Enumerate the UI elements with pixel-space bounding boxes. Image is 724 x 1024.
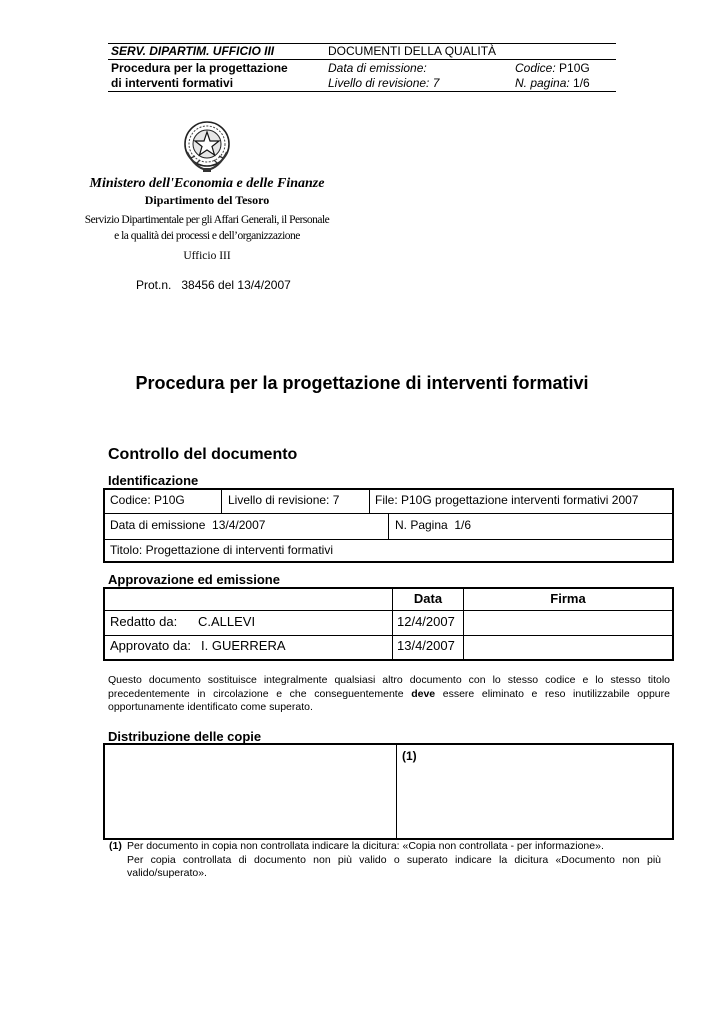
approval-date: 12/4/2007	[397, 614, 455, 629]
id-file: File: P10G progettazione interventi formativi 2007	[375, 493, 639, 507]
service-line-1: Servizio Dipartimentale per gli Affari Generali, il Personale	[84, 214, 330, 226]
code-label: Codice:	[515, 61, 556, 75]
approval-row-divider	[105, 610, 672, 611]
approval-row-divider	[105, 635, 672, 636]
approval-role: Redatto da:	[110, 614, 178, 629]
approval-person: I. GUERRERA	[201, 638, 286, 653]
approval-col-date: Data	[413, 591, 443, 606]
notice-text: essere eliminato e reso inutilizzabile oppure opportunamente identificato come superato.	[108, 687, 670, 713]
id-code: Codice: P10G	[110, 493, 185, 507]
page-field	[515, 76, 590, 91]
document-title: Procedura per la progettazione di interventi formativi	[135, 373, 589, 393]
revision-level-label: Livello di revisione: 7	[328, 76, 440, 90]
footnote-marker: (1)	[109, 840, 122, 852]
page-label: N. pagina:	[515, 76, 570, 90]
footnote-line-2: Per copia controllata di documento non più valido o superato indicare la dicitura «Documento non più valido/superato».	[127, 853, 661, 879]
procedure-name-line1: Procedura per la progettazione	[111, 61, 288, 75]
header-mid-rule	[108, 59, 616, 60]
id-revision: Livello di revisione: 7	[228, 493, 340, 507]
identification-heading: Identificazione	[108, 473, 199, 488]
approval-date: 13/4/2007	[397, 638, 455, 653]
id-title: Titolo: Progettazione di interventi formativi	[110, 543, 333, 557]
approval-role: Approvato da:	[110, 638, 191, 653]
approval-col-signature: Firma	[550, 591, 586, 606]
footnote-line-1: Per documento in copia non controllata indicare la dicitura: «Copia non controllata - per informazione».	[127, 840, 604, 852]
notice-emphasis: deve	[411, 687, 436, 700]
id-pages: N. Pagina 1/6	[395, 518, 472, 532]
identification-table	[103, 488, 674, 563]
distribution-col-marker: (1)	[402, 749, 417, 763]
distribution-table	[103, 743, 674, 840]
supersession-notice	[108, 674, 670, 715]
code-value: P10G	[559, 61, 590, 75]
page-value: 1/6	[573, 76, 590, 90]
id-divider	[388, 514, 389, 539]
ministry-name: Ministero dell'Economia e delle Finanze	[89, 176, 325, 191]
emission-date-label: Data di emissione:	[328, 61, 427, 75]
code-field	[515, 61, 590, 76]
id-row-divider	[105, 539, 672, 540]
office-name: Ufficio III	[183, 250, 231, 262]
approval-table	[103, 587, 674, 661]
procedure-name-line2: di interventi formativi	[111, 76, 234, 90]
protocol-number: Prot.n. 38456 del 13/4/2007	[136, 278, 291, 292]
footnote-text	[127, 840, 661, 881]
notice-text: Questo documento sostituisce integralmente qualsiasi altro documento con lo stesso codice e lo stesso titolo precedentemente in circolazione e che conseguentemente	[108, 674, 670, 700]
control-heading: Controllo del documento	[108, 446, 298, 463]
distribution-divider	[396, 745, 397, 838]
id-divider	[221, 490, 222, 513]
service-line-2: e la qualità dei processi e dell’organizzazione	[114, 230, 300, 242]
approval-person: C.ALLEVI	[198, 614, 256, 629]
id-emission: Data di emissione 13/4/2007	[110, 518, 266, 532]
service-label: SERV. DIPARTIM. UFFICIO III	[111, 44, 275, 58]
header-bottom-rule	[108, 91, 616, 92]
distribution-heading: Distribuzione delle copie	[108, 729, 262, 744]
id-divider	[369, 490, 370, 513]
emblem-icon	[181, 118, 233, 174]
department-name: Dipartimento del Tesoro	[144, 193, 270, 207]
approval-heading: Approvazione ed emissione	[108, 572, 280, 587]
doc-type-label: DOCUMENTI DELLA QUALITÀ	[328, 44, 497, 58]
